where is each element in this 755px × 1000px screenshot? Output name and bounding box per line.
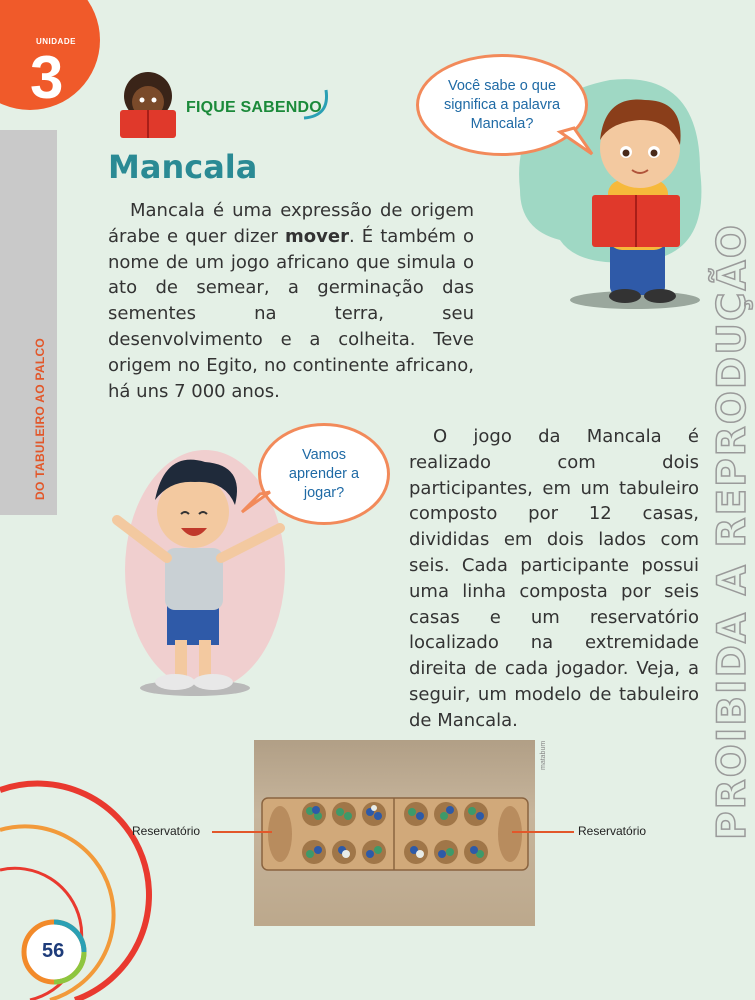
chapter-title: DO TABULEIRO AO PALCO — [33, 337, 47, 500]
page-title: Mancala — [108, 148, 258, 186]
bubble-tail — [240, 490, 274, 520]
mancala-board-drawing — [254, 740, 535, 926]
bubble-question-text: Você sabe o que significa a palavra Mancala? — [443, 77, 561, 132]
intro-paragraph — [108, 198, 474, 404]
intro-text-b: . É também o nome de um jogo africano que simula o ato de semear, a germinação das sementes na terra, seu desenvolvimento e a colheita. Teve origem no Egito, no continente africano, há uns 7 000 anos. — [108, 225, 474, 402]
label-reservoir-right: Reservatório — [578, 824, 647, 838]
label-reservoir-left: Reservatório — [132, 824, 201, 838]
bubble-invite-text: Vamos aprender a jogar? — [288, 446, 360, 501]
section-tag: FIQUE SABENDO — [186, 99, 322, 116]
unit-number: 3 — [30, 44, 64, 111]
leader-line-left — [212, 831, 272, 833]
photo-credit: matabum — [540, 740, 547, 770]
watermark: PROIBIDA A REPRODUÇÃO — [710, 223, 755, 840]
leader-line-right — [512, 831, 574, 833]
rules-paragraph: O jogo da Mancala é realizado com dois participantes, em um tabuleiro composto por 12 casas, divididas em dois lados com seis. Cada participante possui uma linha composta por seis casas e um reservatório localizado na extremidade direita de cada jogador. Veja, a seguir, um modelo de tabuleiro de Mancala. — [409, 426, 699, 731]
page-number: 56 — [42, 940, 65, 962]
intro-text-a: Mancala é uma expressão de origem árabe e quer dizer — [108, 200, 474, 247]
side-bar — [0, 130, 57, 515]
speech-bubble-invite — [258, 423, 390, 525]
bubble-tail — [560, 128, 596, 158]
unit-label: UNIDADE — [36, 37, 76, 46]
reading-kid-icon — [110, 70, 186, 142]
mancala-board-photo — [254, 740, 535, 926]
intro-highlight: mover — [285, 225, 349, 247]
